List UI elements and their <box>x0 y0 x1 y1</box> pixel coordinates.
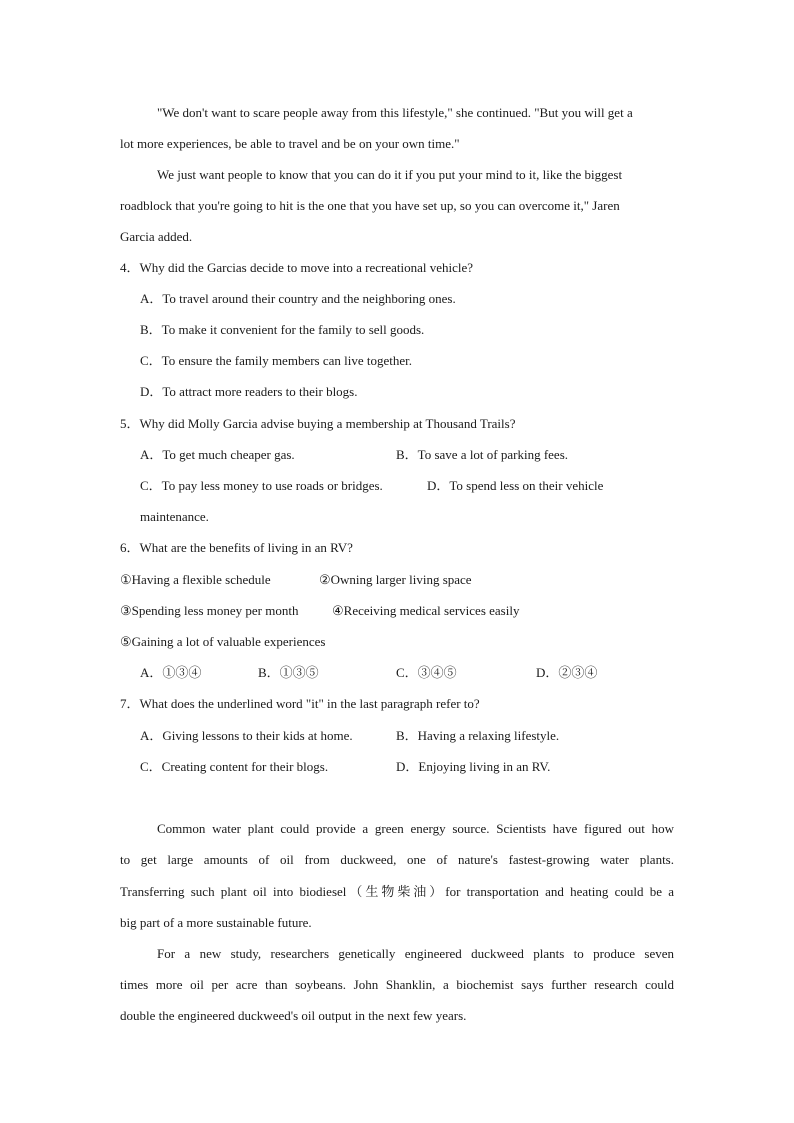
question-6-item-5: ⑤Gaining a lot of valuable experiences <box>120 634 326 649</box>
passage2-p1-line-3: Transferring such plant oil into biodiesel（生物柴油）for transportation and heating could be a <box>120 884 674 899</box>
question-6-option-b: B．①③⑤ <box>258 665 319 680</box>
passage1-line-3: We just want people to know that you can do it if you put your mind to it, like the biggest <box>157 167 623 182</box>
question-7-option-a: A．Giving lessons to their kids at home. <box>140 728 353 743</box>
question-4-option-d: D．To attract more readers to their blogs. <box>140 384 358 399</box>
question-6-item-1: ①Having a flexible schedule <box>120 572 271 587</box>
passage2-p1-line-4: big part of a more sustainable future. <box>120 915 312 930</box>
question-5-option-b: B．To save a lot of parking fees. <box>396 447 569 462</box>
question-6-item-4: ④Receiving medical services easily <box>332 603 520 618</box>
passage2-p2-line-1: For a new study, researchers genetically engineered duckweed plants to produce seven <box>157 946 674 961</box>
passage1-line-1: "We don't want to scare people away from this lifestyle," she continued. "But you will get a <box>157 105 633 120</box>
question-5-option-d: D．To spend less on their vehicle <box>427 478 604 493</box>
question-6-option-a: A．①③④ <box>140 665 202 680</box>
question-4-option-c: C．To ensure the family members can live together. <box>140 353 413 368</box>
question-7-stem: 7．What does the underlined word "it" in the last paragraph refer to? <box>120 696 480 711</box>
passage1-line-2: lot more experiences, be able to travel and be on your own time." <box>120 136 460 151</box>
question-4-option-b: B．To make it convenient for the family to sell goods. <box>140 322 425 337</box>
passage1-line-5: Garcia added. <box>120 229 193 244</box>
question-4-option-a: A．To travel around their country and the neighboring ones. <box>140 291 456 306</box>
question-6-stem: 6．What are the benefits of living in an RV? <box>120 540 353 555</box>
question-5-option-a: A．To get much cheaper gas. <box>140 447 295 462</box>
question-6-item-3: ③Spending less money per month <box>120 603 299 618</box>
question-5-option-d-continued: maintenance. <box>140 509 209 524</box>
question-7-option-b: B．Having a relaxing lifestyle. <box>396 728 560 743</box>
question-7-option-c: C．Creating content for their blogs. <box>140 759 329 774</box>
question-5-option-c: C．To pay less money to use roads or bridges. <box>140 478 383 493</box>
passage2-p1-line-2: to get large amounts of oil from duckweed, one of nature's fastest-growing water plants. <box>120 852 674 867</box>
question-5-stem: 5．Why did Molly Garcia advise buying a membership at Thousand Trails? <box>120 416 516 431</box>
question-4-stem: 4．Why did the Garcias decide to move into a recreational vehicle? <box>120 260 474 275</box>
question-6-option-d: D．②③④ <box>536 665 598 680</box>
passage1-line-4: roadblock that you're going to hit is the one that you have set up, so you can overcome it," Jaren <box>120 198 620 213</box>
passage2-p2-line-2: times more oil per acre than soybeans. John Shanklin, a biochemist says further research could <box>120 977 674 992</box>
question-6-item-2: ②Owning larger living space <box>319 572 472 587</box>
question-6-option-c: C．③④⑤ <box>396 665 457 680</box>
question-7-option-d: D．Enjoying living in an RV. <box>396 759 551 774</box>
passage2-p2-line-3: double the engineered duckweed's oil output in the next few years. <box>120 1008 467 1023</box>
passage2-p1-line-1: Common water plant could provide a green energy source. Scientists have figured out how <box>157 821 674 836</box>
